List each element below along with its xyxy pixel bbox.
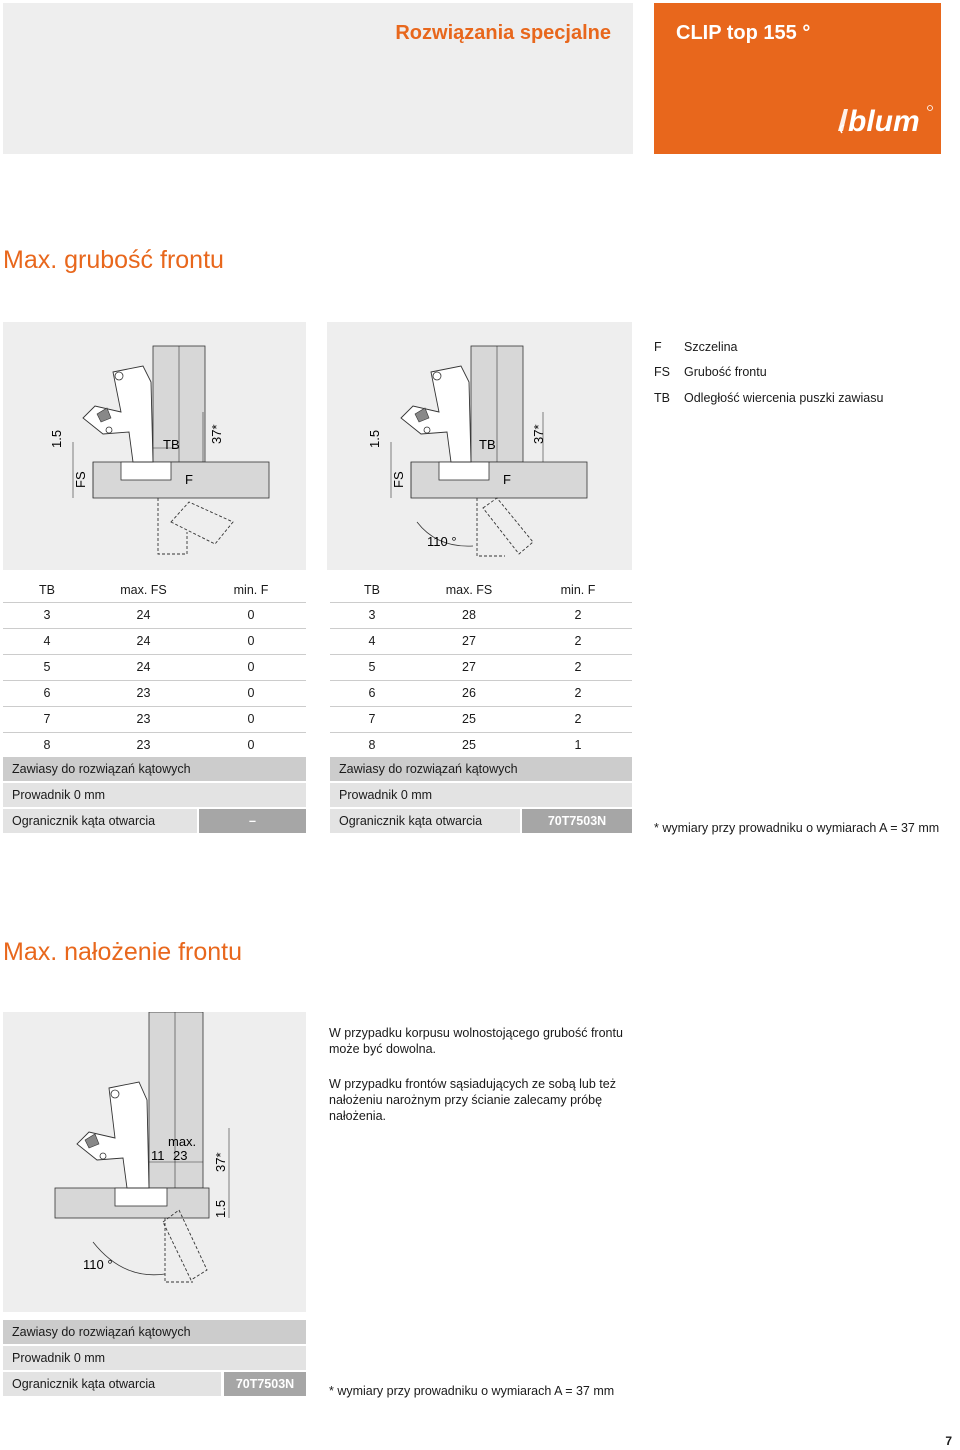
- table-cell: 0: [247, 634, 255, 648]
- table-cell: 8: [43, 738, 51, 752]
- table-cell: 7: [43, 712, 51, 726]
- table-cell: 27: [462, 634, 476, 648]
- table-cell: 6: [43, 686, 51, 700]
- section-title-max-front-thickness: Max. grubość frontu: [3, 246, 224, 274]
- table-cell: 27: [462, 660, 476, 674]
- angle-label: 110 °: [83, 1257, 113, 1272]
- dim-label-11: 11: [151, 1148, 165, 1163]
- bar-angle-restriction: Ogranicznik kąta otwarcia: [330, 809, 520, 833]
- table-header: TB: [364, 583, 380, 597]
- table-cell: 3: [43, 608, 51, 622]
- header-right-panel: [654, 3, 941, 154]
- angle-label: 110 °: [427, 534, 457, 549]
- hinge-diagram-right: [327, 322, 632, 570]
- legend-item: FS Grubość frontu: [654, 365, 767, 380]
- table-right: [330, 578, 632, 836]
- dim-label-37: 37*: [531, 424, 546, 444]
- table-cell: 24: [136, 634, 151, 648]
- angle-restriction-value: 70T7503N: [522, 809, 632, 833]
- table-header: min. F: [560, 583, 596, 597]
- dim-label-f: F: [503, 472, 511, 487]
- dim-label-fs: FS: [73, 471, 88, 488]
- bar-angle-hinges: Zawiasy do rozwiązań kątowych: [330, 757, 632, 781]
- diagram-left-box: [3, 322, 306, 570]
- bar-angle-hinges: Zawiasy do rozwiązań kątowych: [3, 757, 306, 781]
- blum-logo-text: blum: [848, 105, 920, 138]
- table-cell: 0: [247, 738, 255, 752]
- dim-label-1-5: 1.5: [49, 429, 64, 448]
- table-cell: 5: [368, 660, 376, 674]
- paragraph-freestanding: W przypadku korpusu wolnostojącego grubość frontu może być dowolna.: [329, 1026, 623, 1056]
- angle-restriction-value: –: [199, 809, 306, 833]
- legend-item: TB Odległość wiercenia puszki zawiasu: [654, 390, 884, 405]
- table-cell: 0: [247, 686, 255, 700]
- table-cell: 2: [574, 660, 582, 674]
- paragraph-adjacent-fronts: W przypadku frontów sąsiadujących ze sobą lub też nałożeniu narożnym przy ścianie zalecamy próbę nałożenia.: [329, 1077, 616, 1123]
- table-cell: 0: [247, 608, 255, 622]
- header-section-title: Rozwiązania specjalne: [395, 22, 611, 44]
- footnote-dimensions: * wymiary przy prowadniku o wymiarach A = 37 mm: [654, 821, 940, 835]
- table-cell: 25: [462, 712, 476, 726]
- section-title-max-overlay: Max. nałożenie frontu: [3, 938, 243, 966]
- table-cell: 4: [43, 634, 51, 648]
- table-header: max. FS: [120, 583, 167, 597]
- table-cell: 7: [368, 712, 376, 726]
- table-header: TB: [39, 583, 55, 597]
- blum-logo: [834, 103, 934, 139]
- dim-label-max: max.: [168, 1134, 197, 1149]
- bar-angle-hinges: Zawiasy do rozwiązań kątowych: [3, 1320, 306, 1344]
- table-cell: 4: [368, 634, 376, 648]
- table-cell: 2: [574, 608, 582, 622]
- table-left: [3, 578, 306, 836]
- hinge-diagram-left: [3, 322, 306, 570]
- bar-angle-restriction: Ogranicznik kąta otwarcia: [3, 809, 197, 833]
- legend-item: F Szczelina: [654, 339, 738, 354]
- header-left-panel: [3, 3, 633, 154]
- header-product-title: CLIP top 155 °: [676, 22, 811, 44]
- dim-label-tb: TB: [479, 437, 496, 452]
- bar-mounting-plate: Prowadnik 0 mm: [3, 783, 306, 807]
- table-cell: 2: [574, 686, 582, 700]
- dim-label-37: 37*: [213, 1152, 228, 1172]
- table-cell: 2: [574, 712, 582, 726]
- dim-label-tb: TB: [163, 437, 180, 452]
- dim-label-23: 23: [173, 1148, 188, 1163]
- table-cell: 6: [368, 686, 376, 700]
- dim-label-37: 37*: [209, 424, 224, 444]
- dim-label-1-5: 1.5: [213, 1199, 228, 1218]
- diagram-overlay-box: [3, 1012, 306, 1312]
- table-header: max. FS: [445, 583, 493, 597]
- bar-mounting-plate: Prowadnik 0 mm: [3, 1346, 306, 1370]
- hinge-diagram-overlay: [3, 1012, 306, 1312]
- table-cell: 1: [574, 738, 582, 752]
- dim-label-1-5: 1.5: [367, 429, 382, 448]
- dim-label-f: F: [185, 472, 193, 487]
- dim-label-fs: FS: [391, 471, 406, 488]
- legend: [654, 334, 883, 411]
- table-cell: 5: [43, 660, 51, 674]
- table-cell: 3: [368, 608, 376, 622]
- table-cell: 23: [136, 712, 151, 726]
- table-cell: 23: [136, 686, 151, 700]
- bar-mounting-plate: Prowadnik 0 mm: [330, 783, 632, 807]
- diagram-right-box: [327, 322, 632, 570]
- footnote-dimensions: * wymiary przy prowadniku o wymiarach A = 37 mm: [329, 1384, 615, 1398]
- page-number: 7: [945, 1434, 952, 1448]
- bar-angle-restriction: Ogranicznik kąta otwarcia: [3, 1372, 221, 1396]
- table-cell: 0: [247, 660, 255, 674]
- table-cell: 23: [136, 738, 151, 752]
- table-cell: 8: [368, 738, 376, 752]
- table-cell: 28: [462, 608, 476, 622]
- table-cell: 24: [136, 608, 151, 622]
- angle-restriction-value: 70T7503N: [224, 1372, 306, 1396]
- table-cell: 2: [574, 634, 582, 648]
- table-cell: 25: [462, 738, 476, 752]
- table-header: min. F: [233, 583, 269, 597]
- table-cell: 0: [247, 712, 255, 726]
- table-cell: 26: [462, 686, 476, 700]
- table-cell: 24: [136, 660, 151, 674]
